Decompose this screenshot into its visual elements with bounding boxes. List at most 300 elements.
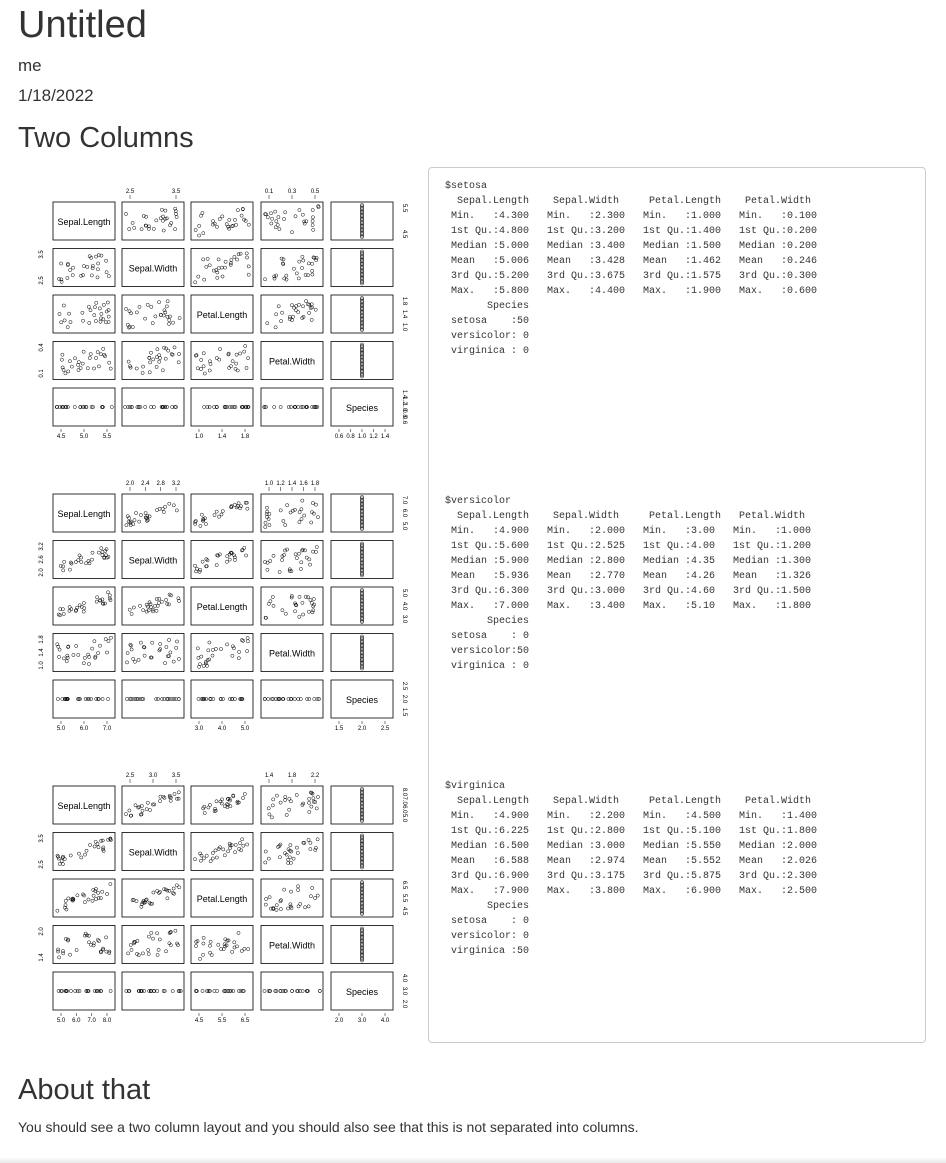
tick-label-right: 3.0 [401,614,407,624]
data-point [148,371,151,374]
data-point [175,509,178,512]
data-point [132,606,135,609]
data-point [303,514,306,517]
data-point [102,846,105,849]
tick-label-bottom: 1.4 [380,434,390,440]
tick-label-top: 3.2 [171,481,181,487]
data-point [201,560,204,563]
data-point [298,510,301,513]
data-point [157,697,160,700]
data-point [106,697,109,700]
data-point [202,352,205,355]
data-point [77,559,80,562]
data-point [247,265,250,268]
data-point [242,844,245,847]
data-point [109,636,112,639]
data-point [168,502,171,505]
data-point [291,315,294,318]
data-point [279,405,282,408]
data-point [106,301,109,304]
data-point [128,228,131,231]
data-point [228,558,231,561]
data-point [284,795,287,798]
data-point [66,326,69,329]
data-point [146,801,149,804]
data-point [307,838,310,841]
data-point [68,312,71,315]
data-point [69,269,72,272]
data-point [280,899,283,902]
data-point [96,268,99,271]
data-point [128,809,131,812]
data-point [134,660,137,663]
data-point [300,561,303,564]
panel-Petal.Width-Petal.Length [191,342,253,380]
data-point [230,258,233,261]
data-point [312,609,315,612]
data-point [166,897,169,900]
data-point [297,552,300,555]
data-point [158,357,161,360]
data-point [295,557,298,560]
data-point [135,900,138,903]
data-point [82,662,85,665]
data-point [94,840,97,843]
data-point [56,909,59,912]
data-point [91,647,94,650]
data-point [72,266,75,269]
data-point [168,889,171,892]
data-point [178,317,181,320]
data-point [167,349,170,352]
data-point [218,358,221,361]
data-point [76,894,79,897]
panel-Sepal.Length-Sepal.Width [122,494,184,532]
tick-label-right: 1.0 [401,322,407,332]
data-point [109,367,112,370]
data-point [63,560,66,563]
data-point [58,956,61,959]
tick-label-bottom: 4.0 [217,726,227,732]
data-point [239,505,242,508]
tick-label-right: 1.8 [401,296,407,306]
data-point [60,280,63,283]
data-point [282,519,285,522]
data-point [159,795,162,798]
data-point [172,660,175,663]
data-point [158,507,161,510]
data-point [83,853,86,856]
data-point [80,856,83,859]
data-point [178,886,181,889]
data-point [305,300,308,303]
data-point [202,942,205,945]
data-point [298,208,301,211]
data-point [164,662,167,665]
data-point [108,594,111,597]
data-point [215,800,218,803]
diagonal-label: Petal.Width [268,648,316,659]
data-point [169,799,172,802]
data-point [127,360,130,363]
data-point [208,944,211,947]
data-point [314,503,317,506]
data-point [175,646,178,649]
data-point [81,319,84,322]
data-point [124,405,127,408]
tick-label-bottom: 5.0 [79,434,89,440]
data-point [58,862,61,865]
data-point [201,211,204,214]
data-point [156,348,159,351]
data-point [57,989,60,992]
data-point [284,549,287,552]
data-point [308,810,311,813]
data-point [158,800,161,803]
data-point [272,798,275,801]
tick-label-right: 1.2 [401,396,407,405]
data-point [208,264,211,267]
data-point [288,808,291,811]
data-point [82,610,85,613]
data-point [78,989,81,992]
data-point [147,952,150,955]
data-point [231,360,234,363]
panel-Petal.Length-Sepal.Width [122,879,184,917]
tick-label-right: 0.8 [401,409,407,418]
data-point [172,504,175,507]
data-point [311,208,314,211]
data-point [72,653,75,656]
data-point [155,219,158,222]
data-point [160,600,163,603]
tick-label-top: 1.6 [299,481,308,487]
data-point [264,861,267,864]
data-point [245,366,248,369]
data-point [246,650,249,653]
data-point [97,891,100,894]
data-point [214,809,217,812]
panel-Sepal.Width-Petal.Length [191,249,253,287]
data-point [215,510,218,513]
data-point [227,225,230,228]
data-point [240,639,243,642]
data-point [300,508,303,511]
data-point [289,800,292,803]
data-point [93,314,96,317]
data-point [303,549,306,552]
panel-Sepal.Width-Petal.Width [261,249,323,287]
data-point [270,816,273,819]
panel-Petal.Length-Sepal.Length [53,879,115,917]
data-point [271,804,274,807]
data-point [90,274,93,277]
data-point [309,598,312,601]
data-point [275,220,278,223]
data-point [95,255,98,258]
data-point [165,347,168,350]
data-point [107,275,110,278]
tick-label-left: 1.8 [39,635,45,644]
data-point [73,357,76,360]
data-point [157,601,160,604]
data-point [199,524,202,527]
data-point [239,842,242,845]
tick-label-top: 2.5 [125,189,135,195]
data-point [277,215,280,218]
diagonal-label: Sepal.Width [128,555,178,566]
data-point [213,514,216,517]
data-point [281,609,284,612]
tick-label-bottom: 1.2 [369,434,378,440]
data-point [77,653,80,656]
data-point [287,405,290,408]
data-point [221,275,224,278]
data-point [266,216,269,219]
data-point [164,209,167,212]
data-point [165,645,168,648]
data-point [129,643,132,646]
data-point [130,648,133,651]
data-point [58,312,61,315]
data-point [205,854,208,857]
data-point [87,305,90,308]
data-point [128,608,131,611]
data-point [81,274,84,277]
data-point [162,510,165,513]
data-point [69,321,72,324]
data-point [241,796,244,799]
tick-label-bottom: 5.5 [217,1018,227,1024]
tick-label-left: 0.1 [39,369,45,378]
tick-label-bottom: 1.0 [194,434,204,440]
data-point [294,309,297,312]
data-point [92,894,95,897]
data-point [295,846,298,849]
data-point [226,555,229,558]
tick-label-right: 4.5 [401,906,407,916]
tick-label-bottom: 0.8 [346,434,355,440]
data-point [101,554,104,557]
data-point [289,844,292,847]
data-point [310,303,313,306]
data-point [105,950,108,953]
data-point [214,647,217,650]
document-date: 1/18/2022 [18,86,94,105]
data-point [107,639,110,642]
data-point [147,227,150,230]
data-point [289,890,292,893]
tick-label-right: 7.0 [401,796,407,805]
data-point [203,405,206,408]
data-point [177,352,180,355]
data-point [96,351,99,354]
document-author: me [18,56,42,75]
tick-label-left: 3.5 [39,834,45,843]
data-point [271,595,274,598]
data-point [231,225,234,228]
data-point [226,850,229,853]
tick-label-left: 2.5 [39,276,45,285]
data-point [164,311,167,314]
data-point [263,697,266,700]
data-point [219,648,222,651]
data-point [307,801,310,804]
data-point [100,547,103,550]
data-point [94,319,97,322]
data-point [307,262,310,265]
data-point [264,850,267,853]
pairs-plots [0,0,420,1163]
data-point [168,315,171,318]
data-point [211,654,214,657]
diagonal-label: Species [345,987,379,997]
data-point [79,367,82,370]
data-point [278,228,281,231]
data-point [202,365,205,368]
tick-label-top: 2.2 [310,773,320,779]
data-point [312,228,315,231]
data-point [62,304,65,307]
data-point [286,504,289,507]
page-bottom-shade [0,1157,946,1163]
data-point [277,305,280,308]
data-point [289,903,292,906]
data-point [236,209,239,212]
tick-label-right: 6.0 [401,508,407,518]
data-point [71,274,74,277]
data-point [202,936,205,939]
data-point [264,525,267,528]
data-point [127,952,130,955]
data-point [245,554,248,557]
panel-Sepal.Length-Sepal.Width [122,202,184,240]
data-point [66,277,69,280]
data-point [157,948,160,951]
data-point [199,859,202,862]
data-point [161,215,164,218]
data-point [297,885,300,888]
data-point [156,889,159,892]
data-point [77,852,80,855]
diagonal-label: Petal.Length [196,894,248,904]
panel-Petal.Length-Sepal.Length [53,295,115,333]
data-point [285,274,288,277]
data-point [233,255,236,258]
data-point [64,937,67,940]
data-point [95,301,98,304]
data-point [89,353,92,356]
tick-label-right: 5.5 [401,203,407,213]
data-point [217,943,220,946]
data-point [106,892,109,895]
data-point [175,215,178,218]
data-point [280,257,283,260]
data-point [62,952,65,955]
data-point [210,953,213,956]
data-point [311,501,314,504]
data-point [238,650,241,653]
data-point [316,838,319,841]
data-point [73,405,76,408]
data-point [311,886,314,889]
data-point [162,229,165,232]
data-point [84,697,87,700]
data-point [316,516,319,519]
data-point [215,225,218,228]
data-point [133,226,136,229]
data-point [237,253,240,256]
data-point [267,807,270,810]
tick-label-bottom: 5.5 [102,434,112,440]
data-point [79,405,82,408]
data-point [109,883,112,886]
data-point [69,989,72,992]
tick-label-bottom: 6.5 [240,1018,250,1024]
data-point [96,596,99,599]
tick-label-right: 4.5 [401,229,407,239]
data-point [165,305,168,308]
data-point [233,554,236,557]
data-point [92,367,95,370]
data-point [81,311,84,314]
data-point [98,307,101,310]
tick-label-left: 2.0 [39,927,45,936]
data-point [125,307,128,310]
data-point [83,607,86,610]
data-point [144,317,147,320]
data-point [268,896,271,899]
data-point [75,949,78,952]
data-point [138,520,141,523]
data-point [284,523,287,526]
data-point [283,888,286,891]
data-point [207,806,210,809]
data-point [202,857,205,860]
data-point [199,568,202,571]
data-point [205,265,208,268]
tick-label-bottom: 3.0 [194,726,204,732]
tick-label-left: 2.5 [39,860,45,869]
panel-Petal.Length-Sepal.Width [122,587,184,625]
data-point [131,221,134,224]
tick-label-top: 0.1 [264,189,274,195]
data-point [263,989,266,992]
summary-virginica: $virginica Sepal.Length Sepal.Width Petal.Length Petal.Width Min. :4.900 Min. :2.200 Min. :4.500 Min. :1.400 1st Qu.:6.225 1st Qu.:2.800 1st Qu.:5.100 1st Qu.:1.800 Median :6.500 Median :3.000 Median :5.550 Median :2.000 Mean :6.588 Mean :2.974 Mean :5.552 Mean :2.026 3rd Qu.:6.900 3rd Qu.:3.175 3rd Qu.:5.875 3rd Qu.:2.300 Max. :7.900 Max. :3.800 Max. :6.900 Max. :2.500 Species setosa : 0 versicolor: 0 virginica :50 [445,781,818,957]
panel-Sepal.Width-Petal.Width [261,833,323,871]
data-point [236,369,239,372]
data-point [297,303,300,306]
data-point [314,896,317,899]
data-point [278,856,281,859]
data-point [80,274,83,277]
data-point [228,227,231,230]
data-point [274,226,277,229]
data-point [100,312,103,315]
data-point [196,367,199,370]
data-point [302,259,305,262]
data-point [144,405,147,408]
data-point [126,651,129,654]
data-point [233,218,236,221]
data-point [158,360,161,363]
data-point [310,805,313,808]
data-point [296,851,299,854]
data-point [279,509,282,512]
diagonal-label: Petal.Length [196,602,248,612]
data-point [125,524,128,527]
data-point [126,323,129,326]
